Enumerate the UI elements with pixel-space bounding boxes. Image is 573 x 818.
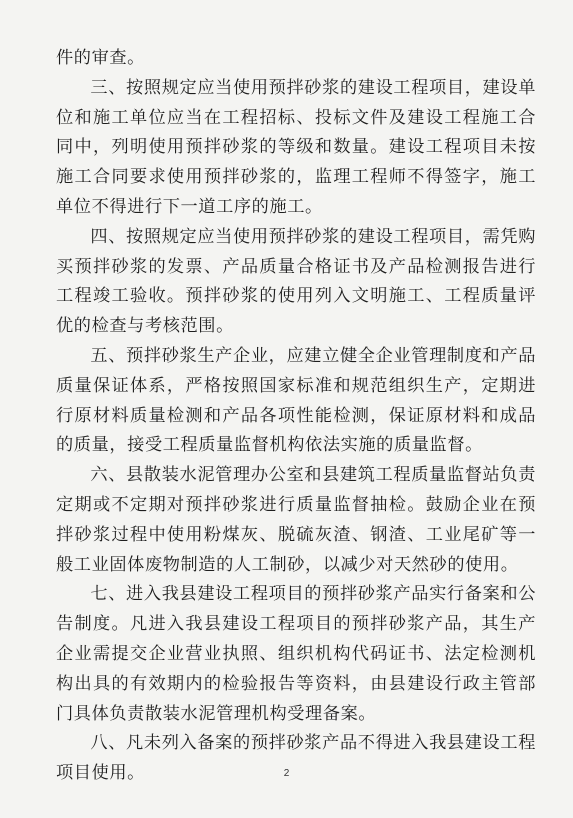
paragraph-item-5: 五、预拌砂浆生产企业，应建立健全企业管理制度和产品质量保证体系，严格按照国家标准和规范组织生产，定期进行原材料质量检测和产品各项性能检测，保证原材料和成品的质量，接受工程质量监督机构依法实施的质量监督。 [56,345,536,456]
paragraph-continuation: 件的审查。 [56,48,145,68]
page-number: 2 [283,768,290,779]
paragraph-item-3: 三、按照规定应当使用预拌砂浆的建设工程项目，建设单位和施工单位应当在工程招标、投标文件及建设工程施工合同中，列明使用预拌砂浆的等级和数量。建设工程项目未按施工合同要求使用预拌砂浆的，监理工程师不得签字，施工单位不得进行下一道工序的施工。 [56,77,536,217]
paragraph-item-7: 七、进入我县建设工程项目的预拌砂浆产品实行备案和公告制度。凡进入我县建设工程项目的预拌砂浆产品，其生产企业需提交企业营业执照、组织机构代码证书、法定检测机构出具的有效期内的检验报告等资料，由县建设行政主管部门具体负责散装水泥管理机构受理备案。 [56,584,536,724]
document-body [56,44,536,789]
paragraph-item-6: 六、县散装水泥管理办公室和县建筑工程质量监督站负责定期或不定期对预拌砂浆进行质量监督抽检。鼓励企业在预拌砂浆过程中使用粉煤灰、脱硫灰渣、钢渣、工业尾矿等一般工业固体废物制造的人工制砂，以减少对天然砂的使用。 [56,465,536,575]
paragraph-item-4: 四、按照规定应当使用预拌砂浆的建设工程项目，需凭购买预拌砂浆的发票、产品质量合格证书及产品检测报告进行工程竣工验收。预拌砂浆的使用列入文明施工、工程质量评优的检查与考核范围。 [56,226,536,337]
paragraph-item-8: 八、凡未列入备案的预拌砂浆产品不得进入我县建设工程项目使用。 [56,733,536,784]
